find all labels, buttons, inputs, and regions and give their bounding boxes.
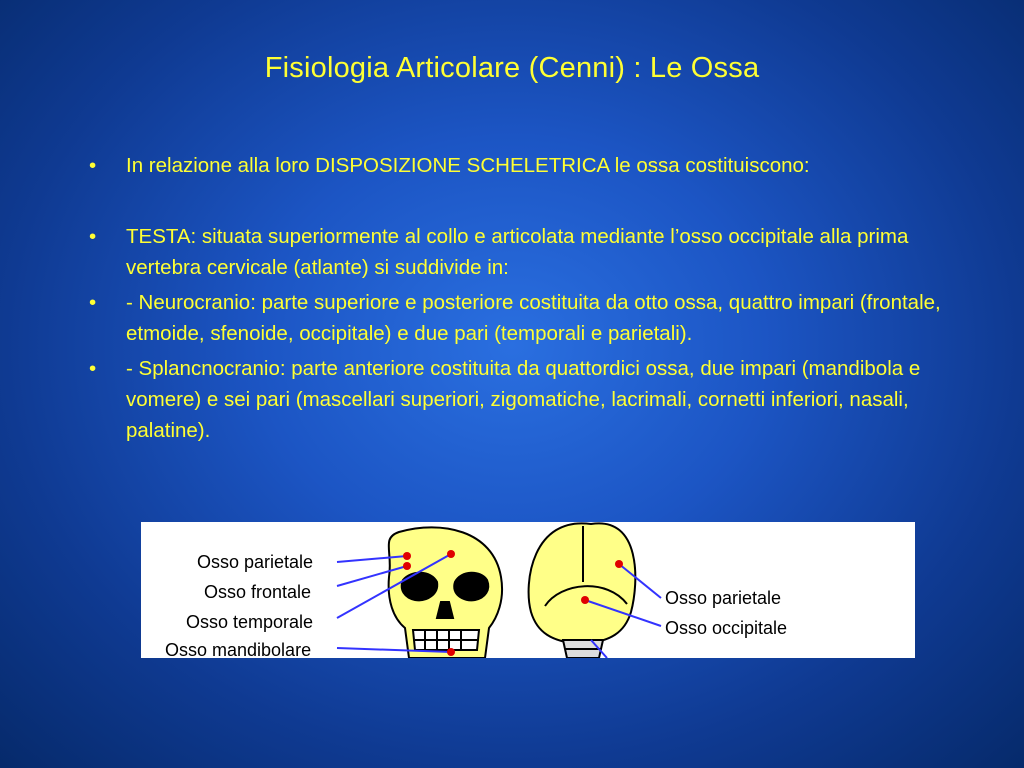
label-osso-temporale: Osso temporale	[186, 612, 314, 632]
slide-title: Fisiologia Articolare (Cenni) : Le Ossa	[264, 52, 760, 84]
back-skull	[529, 523, 636, 658]
skull-diagram	[141, 522, 915, 658]
front-skull	[389, 527, 502, 658]
label-osso-parietale-back: Osso parietale	[665, 588, 782, 608]
label-osso-occipitale: Osso occipitale	[665, 618, 788, 638]
bullet-text: In relazione alla loro DISPOSIZIONE SCHELETRICA le ossa costituiscono:	[126, 154, 810, 177]
bullet-list	[84, 150, 974, 446]
bullet-text: - Splancnocranio: parte anteriore costituita da quattordici ossa, due impari (mandibola e vomere) e sei pari (mascellari superiori, zigomatiche, lacrimali, cornetti inferiori, nasali, palatine).	[126, 357, 921, 442]
bullet-item	[84, 287, 974, 349]
bullet-item	[84, 353, 974, 446]
bullet-item	[84, 221, 974, 283]
bullet-dot: •	[89, 225, 97, 248]
label-osso-mandibolare: Osso mandibolare	[165, 640, 312, 658]
label-osso-frontale: Osso frontale	[204, 582, 312, 602]
bullet-dot: •	[89, 154, 97, 177]
label-osso-parietale-front: Osso parietale	[197, 552, 314, 572]
skull-figure	[141, 522, 915, 658]
bullet-item	[84, 150, 974, 181]
bullet-dot: •	[89, 357, 97, 380]
bullet-text: - Neurocranio: parte superiore e posteriore costituita da otto ossa, quattro impari (frontale, etmoide, sfenoide, occipitale) e due pari (temporali e parietali).	[126, 291, 941, 345]
bullet-dot: •	[89, 291, 97, 314]
bullet-text: TESTA: situata superiormente al collo e articolata mediante l’osso occipitale alla prima vertebra cervicale (atlante) si suddivide in:	[126, 225, 909, 279]
